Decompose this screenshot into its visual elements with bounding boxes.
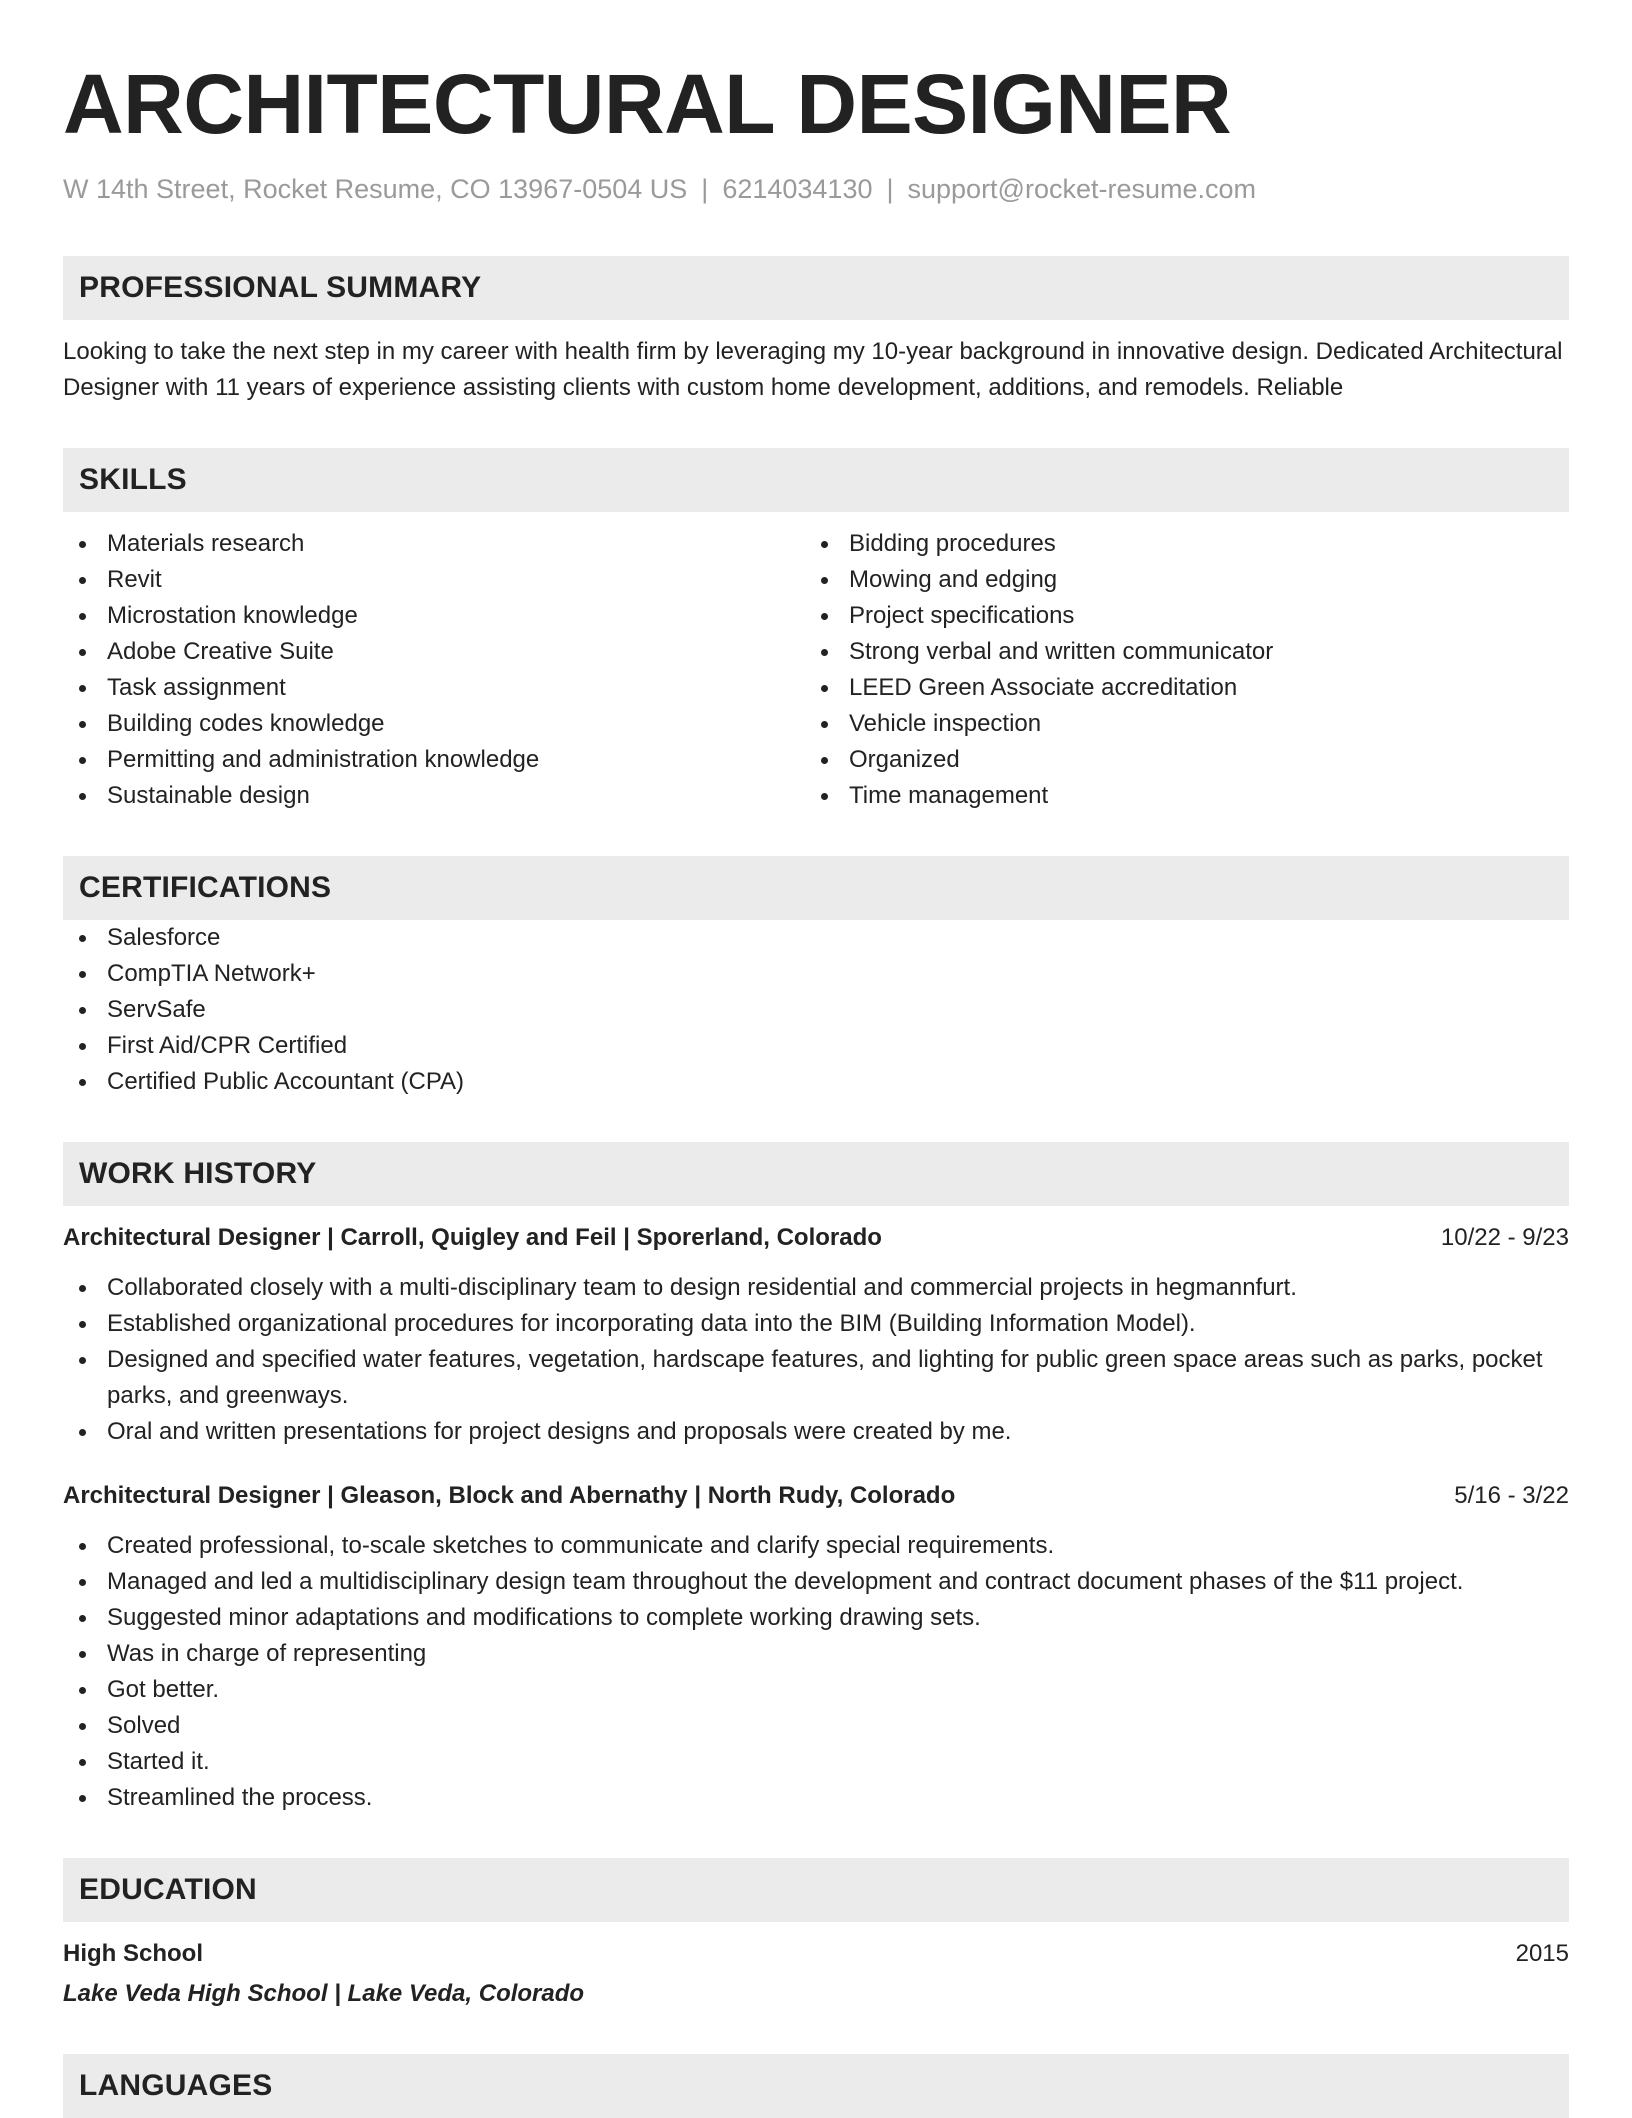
job-bullet: Suggested minor adaptations and modifications to complete working drawing sets. — [63, 1600, 1569, 1636]
contact-email: support@rocket-resume.com — [907, 174, 1257, 204]
resume-name: ARCHITECTURAL DESIGNER — [63, 57, 1232, 151]
job-bullets — [63, 1528, 1569, 1816]
skill-item: Task assignment — [63, 670, 805, 706]
certification-item: Salesforce — [63, 920, 1569, 956]
skill-item: Bidding procedures — [805, 526, 1547, 562]
job-bullet: Managed and led a multidisciplinary design team throughout the development and contract document phases of the $11 project. — [63, 1564, 1569, 1600]
education-year: 2015 — [1515, 1940, 1569, 1967]
skill-item: Materials research — [63, 526, 805, 562]
job-bullet: Established organizational procedures for incorporating data into the BIM (Building Information Model). — [63, 1306, 1569, 1342]
skills-list-right — [805, 526, 1547, 814]
skill-item: Strong verbal and written communicator — [805, 634, 1547, 670]
job-bullet: Collaborated closely with a multi-disciplinary team to design residential and commercial projects in hegmannfurt. — [63, 1270, 1569, 1306]
certification-item: Certified Public Accountant (CPA) — [63, 1064, 1569, 1100]
education-entry — [63, 1936, 1569, 2012]
section-header-summary: PROFESSIONAL SUMMARY — [63, 256, 1569, 320]
job-dates: 10/22 - 9/23 — [1440, 1224, 1569, 1251]
job-bullet: Streamlined the process. — [63, 1780, 1569, 1816]
job-bullet: Got better. — [63, 1672, 1569, 1708]
skill-item: Permitting and administration knowledge — [63, 742, 805, 778]
skill-item: Building codes knowledge — [63, 706, 805, 742]
job-bullet: Started it. — [63, 1744, 1569, 1780]
skills-list-left — [63, 526, 805, 814]
skills-columns — [63, 526, 1569, 814]
education-header — [63, 1936, 1569, 1972]
job-heading: Architectural Designer | Gleason, Block and Abernathy | North Rudy, Colorado — [63, 1482, 956, 1509]
job-bullet: Designed and specified water features, vegetation, hardscape features, and lighting for public green space areas such as parks, pocket parks, and greenways. — [63, 1342, 1569, 1414]
job-bullet: Created professional, to-scale sketches to communicate and clarify special requirements. — [63, 1528, 1569, 1564]
certification-item: CompTIA Network+ — [63, 956, 1569, 992]
skill-item: Microstation knowledge — [63, 598, 805, 634]
contact-separator: | — [701, 174, 709, 204]
education-school: Lake Veda High School | Lake Veda, Colorado — [63, 1980, 585, 2007]
skill-item: Project specifications — [805, 598, 1547, 634]
skill-item: Revit — [63, 562, 805, 598]
job-dates: 5/16 - 3/22 — [1454, 1482, 1569, 1509]
section-header-certifications: CERTIFICATIONS — [63, 856, 1569, 920]
contact-address: W 14th Street, Rocket Resume, CO 13967-0504 US — [63, 174, 688, 204]
job-header — [63, 1220, 1569, 1256]
job-header — [63, 1478, 1569, 1514]
job-bullet: Oral and written presentations for project designs and proposals were created by me. — [63, 1414, 1569, 1450]
skill-item: LEED Green Associate accreditation — [805, 670, 1547, 706]
section-header-languages: LANGUAGES — [63, 2054, 1569, 2118]
section-header-education: EDUCATION — [63, 1858, 1569, 1922]
job-entry — [63, 1478, 1569, 1816]
summary-text: Looking to take the next step in my career with health firm by leveraging my 10-year background in innovative design. Dedicated Architectural Designer with 11 years of experience assisting clients with custom home development, additions, and remodels. Reliable — [63, 338, 1563, 401]
job-bullet: Solved — [63, 1708, 1569, 1744]
section-header-skills: SKILLS — [63, 448, 1569, 512]
skill-item: Vehicle inspection — [805, 706, 1547, 742]
contact-phone: 6214034130 — [722, 174, 873, 204]
certification-item: ServSafe — [63, 992, 1569, 1028]
job-entry — [63, 1220, 1569, 1450]
job-bullet: Was in charge of representing — [63, 1636, 1569, 1672]
skill-item: Adobe Creative Suite — [63, 634, 805, 670]
skill-item: Time management — [805, 778, 1547, 814]
contact-line — [63, 172, 1569, 206]
skill-item: Mowing and edging — [805, 562, 1547, 598]
education-degree: High School — [63, 1940, 203, 1967]
certifications-list — [63, 920, 1569, 1100]
skill-item: Sustainable design — [63, 778, 805, 814]
skill-item: Organized — [805, 742, 1547, 778]
job-heading: Architectural Designer | Carroll, Quigley and Feil | Sporerland, Colorado — [63, 1224, 882, 1251]
section-header-work-history: WORK HISTORY — [63, 1142, 1569, 1206]
contact-separator: | — [886, 174, 894, 204]
certification-item: First Aid/CPR Certified — [63, 1028, 1569, 1064]
job-bullets — [63, 1270, 1569, 1450]
